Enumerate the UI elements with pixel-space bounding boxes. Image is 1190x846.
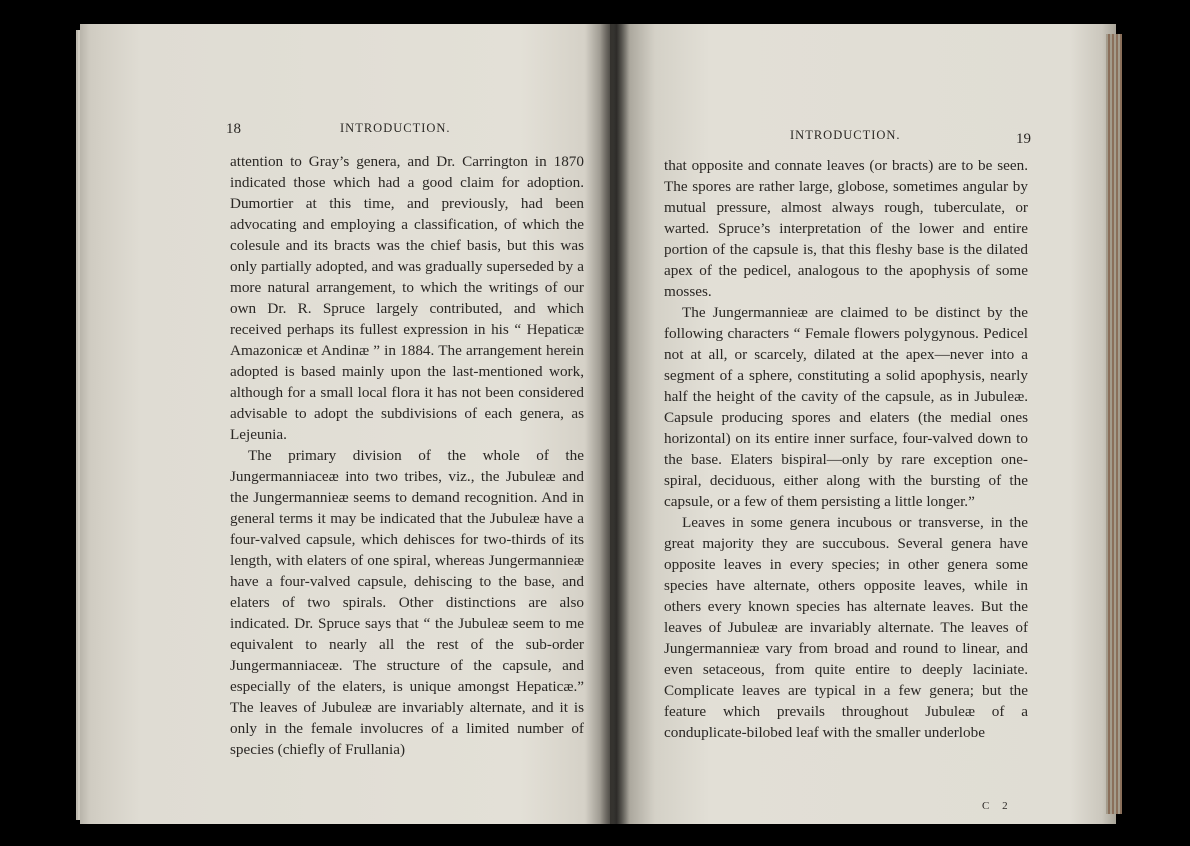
paragraph: The Jungermannieæ are claimed to be distinct by the following characters “ Female flowers polygynous. Pedicel not at all, or scarcely, dilated at the apex—never into a segment of a sphere, constituting a solid apophysis, nearly half the height of the cavity of the capsule, as in Jubuleæ. Capsule producing spores and elaters (the medial ones horizontal) on its entire inner surface, four-valved down to the base. Elaters bispiral—only by rare exception one-spiral, deciduous, either along with the bursting of the capsule, or a few of them persisting a little longer.” <box>664 304 1028 510</box>
right-running-head: INTRODUCTION. <box>790 128 901 142</box>
left-folio: 18 <box>226 121 241 137</box>
signature-mark: C 2 <box>982 800 1013 812</box>
paragraph: that opposite and connate leaves (or bracts) are to be seen. The spores are rather large, globose, sometimes angular by mutual pressure, almost always rough, tuberculate, or warted. Spruce’s interpretation of the lower and entire portion of the capsule is, that this fleshy base is the dilated apex of the pedicel, analogous to the apophysis of some mosses. <box>664 157 1028 300</box>
open-book <box>80 24 1116 824</box>
paragraph: attention to Gray’s genera, and Dr. Carrington in 1870 indicated those which had a good claim for adoption. Dumortier at this time, and previously, had been advocating and employing a classification, of which the colesule and its bracts was the chief basis, but this was only partially adopted, and was gradually superseded by a more natural arrangement, to which the writings of our own Dr. R. Spruce largely contributed, and which received perhaps its fullest expression in his “ Hepaticæ Amazonicæ et Andinæ ” in 1884. The arrangement herein adopted is based mainly upon the last-mentioned work, although for a small local flora it has not been considered advisable to adopt the subdivisions of each genera, as Lejeunia. <box>230 153 584 443</box>
paragraph: The primary division of the whole of the Jungermanniaceæ into two tribes, viz., the Jubuleæ and the Jungermannieæ seems to demand recognition. And in general terms it may be indicated that the Jubuleæ have a four-valved capsule, which dehisces for two-thirds of its length, with elaters of one spiral, whereas Jungermannieæ have a four-valved capsule, dehiscing to the base, and elaters of two spirals. Other distinctions are also indicated. Dr. Spruce says that “ the Jubuleæ seem to me equivalent to nearly all the rest of the sub-order Jungermanniaceæ. The structure of the capsule, and especially of the elaters, is unique amongst Hepaticæ.” The leaves of Jubuleæ are invariably alternate, and it is only in the female involucres of a limited number of species (chiefly of Frullania) <box>230 447 584 758</box>
right-page <box>610 24 1116 824</box>
paragraph: Leaves in some genera incubous or transverse, in the great majority they are succubous. Several genera have opposite leaves in every species; in other genera some species have alternate, others opposite leaves, while in others every known species has alternate leaves. But the leaves of Jubuleæ are invariably alternate. The leaves of Jungermannieæ vary from broad and round to linear, and even setaceous, from quite entire to deeply laciniate. Complicate leaves are typical in a few genera; but the feature which prevails throughout Jubuleæ of a conduplicate-bilobed leaf with the smaller underlobe <box>664 514 1028 741</box>
right-folio: 19 <box>1016 131 1031 147</box>
left-page <box>80 24 610 824</box>
left-body-text <box>230 151 584 760</box>
gutter-shadow <box>600 24 630 824</box>
left-running-head: INTRODUCTION. <box>340 121 451 135</box>
right-body-text <box>664 155 1028 743</box>
right-page-edges <box>1106 34 1122 814</box>
